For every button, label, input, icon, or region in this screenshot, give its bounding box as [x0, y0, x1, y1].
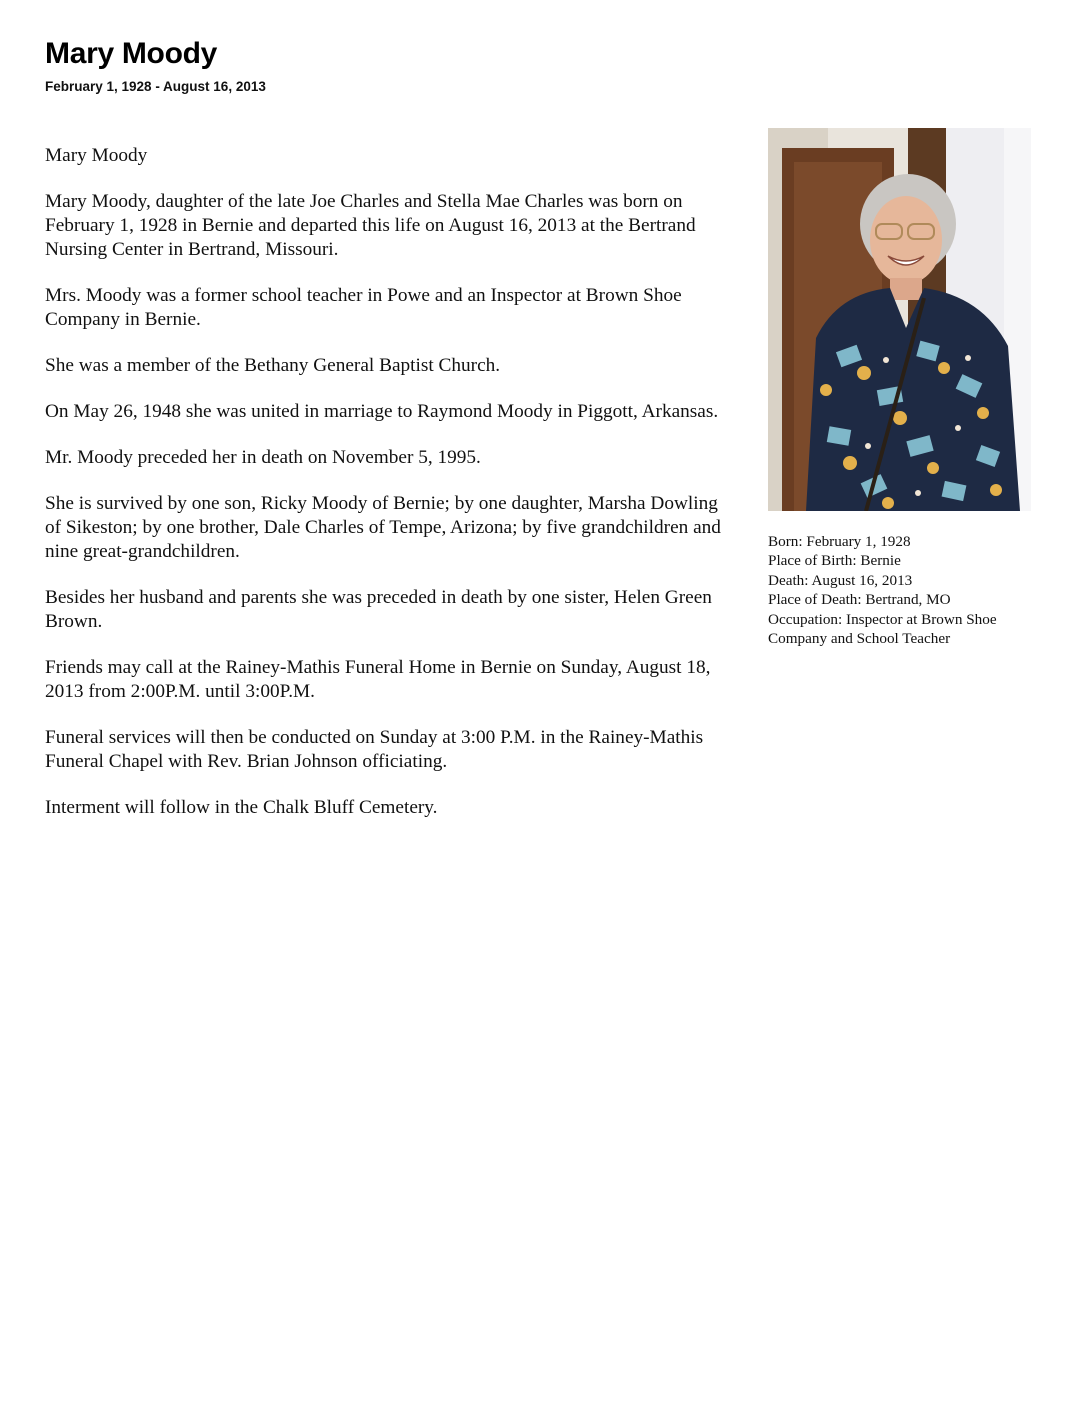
portrait-photo	[768, 128, 1031, 511]
fact-death: Death: August 16, 2013	[768, 571, 913, 589]
obituary-paragraph: On May 26, 1948 she was united in marriage to Raymond Moody in Piggott, Arkansas.	[45, 401, 719, 422]
obituary-paragraph: Besides her husband and parents she was preceded in death by one sister, Helen Green Brown.	[45, 587, 712, 632]
obituary-paragraph: She was a member of the Bethany General Baptist Church.	[45, 355, 501, 376]
obituary-paragraph: Friends may call at the Rainey-Mathis Funeral Home in Bernie on Sunday, August 18, 2013 from 2:00P.M. until 3:00P.M.	[45, 657, 711, 702]
obituary-paragraph: Funeral services will then be conducted on Sunday at 3:00 P.M. in the Rainey-Mathis Funeral Chapel with Rev. Brian Johnson officiating.	[45, 727, 704, 772]
obituary-paragraph: She is survived by one son, Ricky Moody of Bernie; by one daughter, Marsha Dowling of Sikeston; by one brother, Dale Charles of Tempe, Arizona; by five grandchildren and nine great-grandchildren.	[45, 493, 721, 562]
obituary-paragraph: Interment will follow in the Chalk Bluff Cemetery.	[45, 797, 438, 818]
obituary-paragraph: Mary Moody, daughter of the late Joe Charles and Stella Mae Charles was born on February 1, 1928 in Bernie and departed this life on August 16, 2013 at the Bertrand Nursing Center in Bertrand, Missouri.	[45, 191, 696, 260]
fact-place-of-death: Place of Death: Bertrand, MO	[768, 591, 951, 609]
fact-place-of-birth: Place of Birth: Bernie	[768, 552, 901, 570]
obituary-body	[45, 144, 735, 842]
obituary-paragraph: Mr. Moody preceded her in death on November 5, 1995.	[45, 447, 481, 468]
obituary-paragraph: Mary Moody	[45, 145, 148, 166]
obituary-paragraph: Mrs. Moody was a former school teacher in Powe and an Inspector at Brown Shoe Company in Bernie.	[45, 285, 682, 330]
fact-occupation: Occupation: Inspector at Brown Shoe Company and School Teacher	[768, 610, 997, 648]
page-title: Mary Moody	[45, 37, 218, 70]
fact-born: Born: February 1, 1928	[768, 533, 911, 550]
life-dates: February 1, 1928 - August 16, 2013	[45, 79, 266, 94]
facts-panel	[768, 532, 1053, 648]
